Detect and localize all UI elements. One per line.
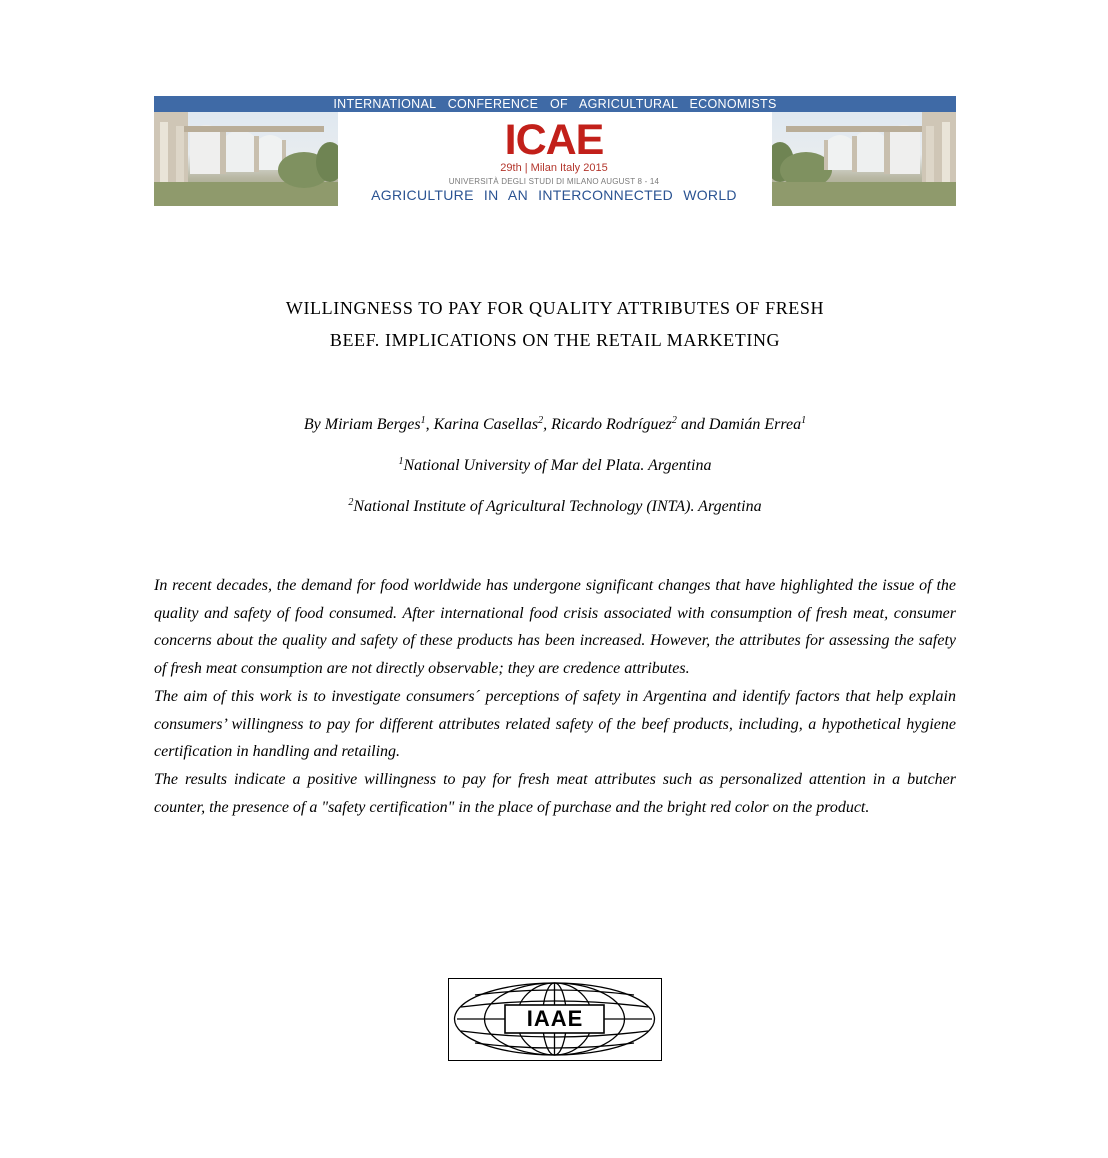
author-name: Ricardo Rodríguez <box>551 416 672 433</box>
affiliation-text: National Institute of Agricultural Technology (INTA). Argentina <box>353 498 762 515</box>
paper-title-line-1: WILLINGNESS TO PAY FOR QUALITY ATTRIBUTES OF FRESH <box>285 298 825 318</box>
author-list <box>154 412 956 438</box>
banner-theme: AGRICULTURE IN AN INTERCONNECTED WORLD <box>371 187 737 203</box>
icae-logo: ICAE <box>504 116 604 164</box>
author-name: Damián Errea <box>708 416 802 433</box>
author-affiliation-mark: 1 <box>801 415 807 426</box>
author-separator: and <box>676 416 709 433</box>
abstract-paragraph-1: In recent decades, the demand for food worldwide has undergone significant changes that have highlighted the issue of the quality and safety of food consumed. After international food crisis associated with consumption of fresh meat, consumer concerns about the quality and safety of these products has been increased. However, the attributes for assessing the safety of fresh meat consumption are not directly observable; they are credence attributes. <box>154 577 956 678</box>
author-separator: , <box>425 416 434 433</box>
banner-conference-name: INTERNATIONAL CONFERENCE OF AGRICULTURAL ECONOMISTS <box>333 97 777 111</box>
paper-title <box>154 292 956 356</box>
cloister-image-left <box>154 112 338 206</box>
author-name: Miriam Berges <box>324 416 421 433</box>
author-separator: , <box>543 416 552 433</box>
banner-edition: 29th | Milan Italy 2015 <box>500 162 608 174</box>
affiliation-text: National University of Mar del Plata. Argentina <box>403 457 712 474</box>
abstract-paragraph-2: The aim of this work is to investigate consumers´ perceptions of safety in Argentina and identify factors that help explain consumers’ willingness to pay for different attributes related safety of the beef products, including, a hypothetical hygiene certification in handling and retailing. <box>154 687 956 761</box>
affiliation-2 <box>154 495 956 519</box>
author-affiliation-mark: 1 <box>420 415 426 426</box>
affiliation-mark: 1 <box>398 456 404 467</box>
conference-banner <box>154 96 956 206</box>
paper-title-line-2: BEEF. IMPLICATIONS ON THE RETAIL MARKETING <box>329 330 781 350</box>
author-name: Karina Casellas <box>433 416 539 433</box>
abstract <box>154 572 956 821</box>
abstract-paragraph-3: The results indicate a positive willingness to pay for fresh meat attributes such as personalized attention in a butcher counter, the presence of a "safety certification" in the place of purchase and the bright red color on the product. <box>154 770 956 816</box>
affiliation-1 <box>154 454 956 478</box>
author-affiliation-mark: 2 <box>538 415 544 426</box>
banner-venue: UNIVERSITÀ DEGLI STUDI DI MILANO AUGUST 8 - 14 <box>448 177 660 186</box>
affiliation-mark: 2 <box>348 497 354 508</box>
iaae-logo <box>448 978 662 1061</box>
author-prefix: By <box>303 416 325 433</box>
cloister-image-right <box>772 112 956 206</box>
iaae-logo-text: IAAE <box>526 1006 584 1031</box>
author-affiliation-mark: 2 <box>671 415 677 426</box>
